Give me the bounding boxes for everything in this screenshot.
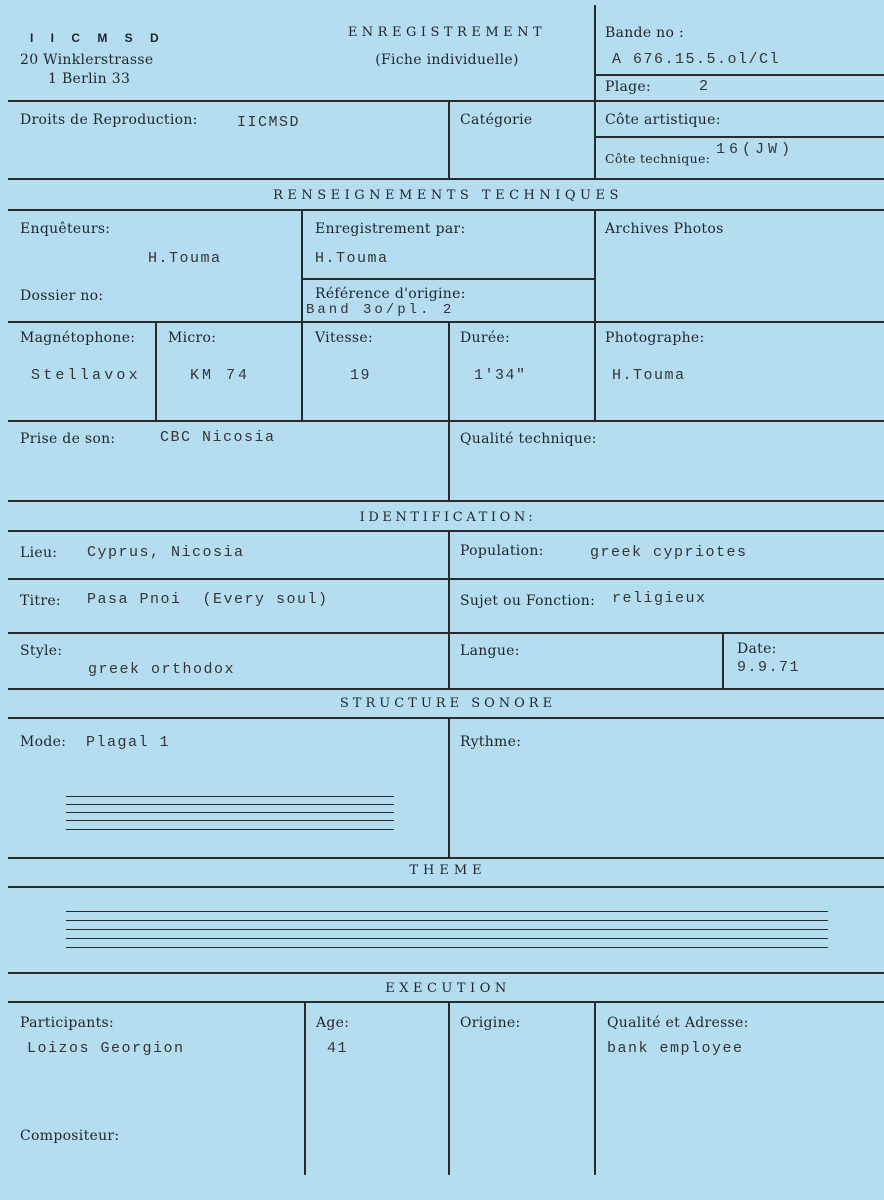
investigators-value: H.Touma <box>148 250 222 267</box>
section-heading-identification: IDENTIFICATION: <box>359 510 537 525</box>
reproduction-rights-value: IICMSD <box>237 114 301 131</box>
speed-label: Vitesse: <box>315 330 374 346</box>
staff-line <box>66 920 828 921</box>
form-rule <box>8 209 884 211</box>
occupation-address-value: bank employee <box>607 1040 744 1057</box>
language-label: Langue: <box>460 643 520 659</box>
form-rule <box>8 100 884 102</box>
address-street: 20 Winklerstrasse <box>20 52 154 68</box>
form-title: ENREGISTREMENT <box>347 25 547 40</box>
track-value: 2 <box>699 78 710 95</box>
title-label: Titre: <box>20 593 61 609</box>
form-rule <box>8 321 884 323</box>
age-value: 41 <box>327 1040 349 1057</box>
place-label: Lieu: <box>20 545 58 561</box>
staff-line <box>66 812 394 813</box>
reproduction-rights-label: Droits de Reproduction: <box>20 112 198 128</box>
tape-number-value: A 676.15.5.ol/Cl <box>612 51 781 68</box>
form-rule <box>594 5 596 100</box>
sound-recording-label: Prise de son: <box>20 431 116 447</box>
form-rule <box>8 420 884 422</box>
speed-value: 19 <box>350 367 372 384</box>
form-rule <box>722 632 724 688</box>
staff-line <box>66 911 828 912</box>
technical-quality-label: Qualité technique: <box>460 431 597 447</box>
microphone-value: KM 74 <box>190 367 251 384</box>
occupation-address-label: Qualité et Adresse: <box>607 1015 749 1031</box>
place-value: Cyprus, Nicosia <box>87 544 245 561</box>
address-city: 1 Berlin 33 <box>48 71 131 87</box>
form-rule <box>304 1001 306 1175</box>
tape-recorder-value: Stellavox <box>31 367 141 384</box>
form-rule <box>8 500 884 502</box>
date-label: Date: <box>737 641 777 657</box>
form-rule <box>448 1001 450 1175</box>
photographer-label: Photographe: <box>605 330 705 346</box>
microphone-label: Micro: <box>168 330 217 346</box>
form-rule <box>594 209 596 420</box>
tape-recorder-label: Magnétophone: <box>20 330 136 346</box>
original-reference-label: Référence d'origine: <box>315 286 466 302</box>
mode-value: Plagal 1 <box>86 734 171 751</box>
staff-line <box>66 804 394 805</box>
photographer-value: H.Touma <box>612 367 686 384</box>
population-value: greek cypriotes <box>590 544 748 561</box>
section-heading-sound-structure: STRUCTURE SONORE <box>339 696 557 711</box>
form-rule <box>594 74 884 76</box>
composer-label: Compositeur: <box>20 1128 120 1144</box>
form-rule <box>8 1001 884 1003</box>
form-rule <box>8 857 884 859</box>
sound-recording-value: CBC Nicosia <box>160 429 276 446</box>
form-rule <box>8 578 884 580</box>
duration-label: Durée: <box>460 330 511 346</box>
form-rule <box>594 100 596 178</box>
recorded-by-value: H.Touma <box>315 250 389 267</box>
subject-label: Sujet ou Fonction: <box>460 593 596 609</box>
form-rule <box>301 278 594 280</box>
section-heading-execution: EXECUTION <box>385 981 511 996</box>
staff-line <box>66 947 828 948</box>
participants-label: Participants: <box>20 1015 115 1031</box>
form-rule <box>301 209 303 420</box>
tape-number-label: Bande no : <box>605 25 684 41</box>
category-label: Catégorie <box>460 112 533 128</box>
form-rule <box>594 1001 596 1175</box>
rhythm-label: Rythme: <box>460 734 522 750</box>
title-value: Pasa Pnoi (Every soul) <box>87 591 329 608</box>
photo-archives-label: Archives Photos <box>605 221 724 237</box>
technical-shelfmark-value: 16(JW) <box>716 141 795 158</box>
style-value: greek orthodox <box>88 661 236 678</box>
form-rule <box>155 321 157 420</box>
investigators-label: Enquêteurs: <box>20 221 111 237</box>
form-rule <box>8 632 884 634</box>
staff-line <box>66 929 828 930</box>
form-rule <box>594 136 884 138</box>
form-rule <box>448 530 450 688</box>
subject-value: religieux <box>612 590 707 607</box>
date-value: 9.9.71 <box>737 659 801 676</box>
style-label: Style: <box>20 643 63 659</box>
form-rule <box>8 717 884 719</box>
file-number-label: Dossier no: <box>20 288 104 304</box>
mode-label: Mode: <box>20 734 67 750</box>
form-rule <box>8 886 884 888</box>
duration-value: 1'34" <box>474 367 527 384</box>
participants-value: Loizos Georgion <box>27 1040 185 1057</box>
form-rule <box>8 530 884 532</box>
staff-line <box>66 829 394 830</box>
age-label: Age: <box>316 1015 350 1031</box>
form-rule <box>448 420 450 500</box>
form-rule <box>8 688 884 690</box>
form-rule <box>448 321 450 420</box>
section-heading-theme: THEME <box>409 863 487 878</box>
staff-line <box>66 820 394 821</box>
population-label: Population: <box>460 543 544 559</box>
staff-line <box>66 938 828 939</box>
form-subtitle: (Fiche individuelle) <box>375 52 519 68</box>
origin-label: Origine: <box>460 1015 521 1031</box>
form-rule <box>448 100 450 178</box>
org-name: I I C M S D <box>30 31 166 45</box>
recorded-by-label: Enregistrement par: <box>315 221 466 237</box>
track-label: Plage: <box>605 79 652 95</box>
staff-line <box>66 796 394 797</box>
form-rule <box>8 972 884 974</box>
section-heading-technical: RENSEIGNEMENTS TECHNIQUES <box>273 188 623 203</box>
technical-shelfmark-label: Côte technique: <box>605 151 711 166</box>
form-rule <box>448 717 450 857</box>
form-rule <box>8 178 884 180</box>
artistic-shelfmark-label: Côte artistique: <box>605 112 721 128</box>
original-reference-value: Band 3o/pl. 2 <box>306 302 455 318</box>
